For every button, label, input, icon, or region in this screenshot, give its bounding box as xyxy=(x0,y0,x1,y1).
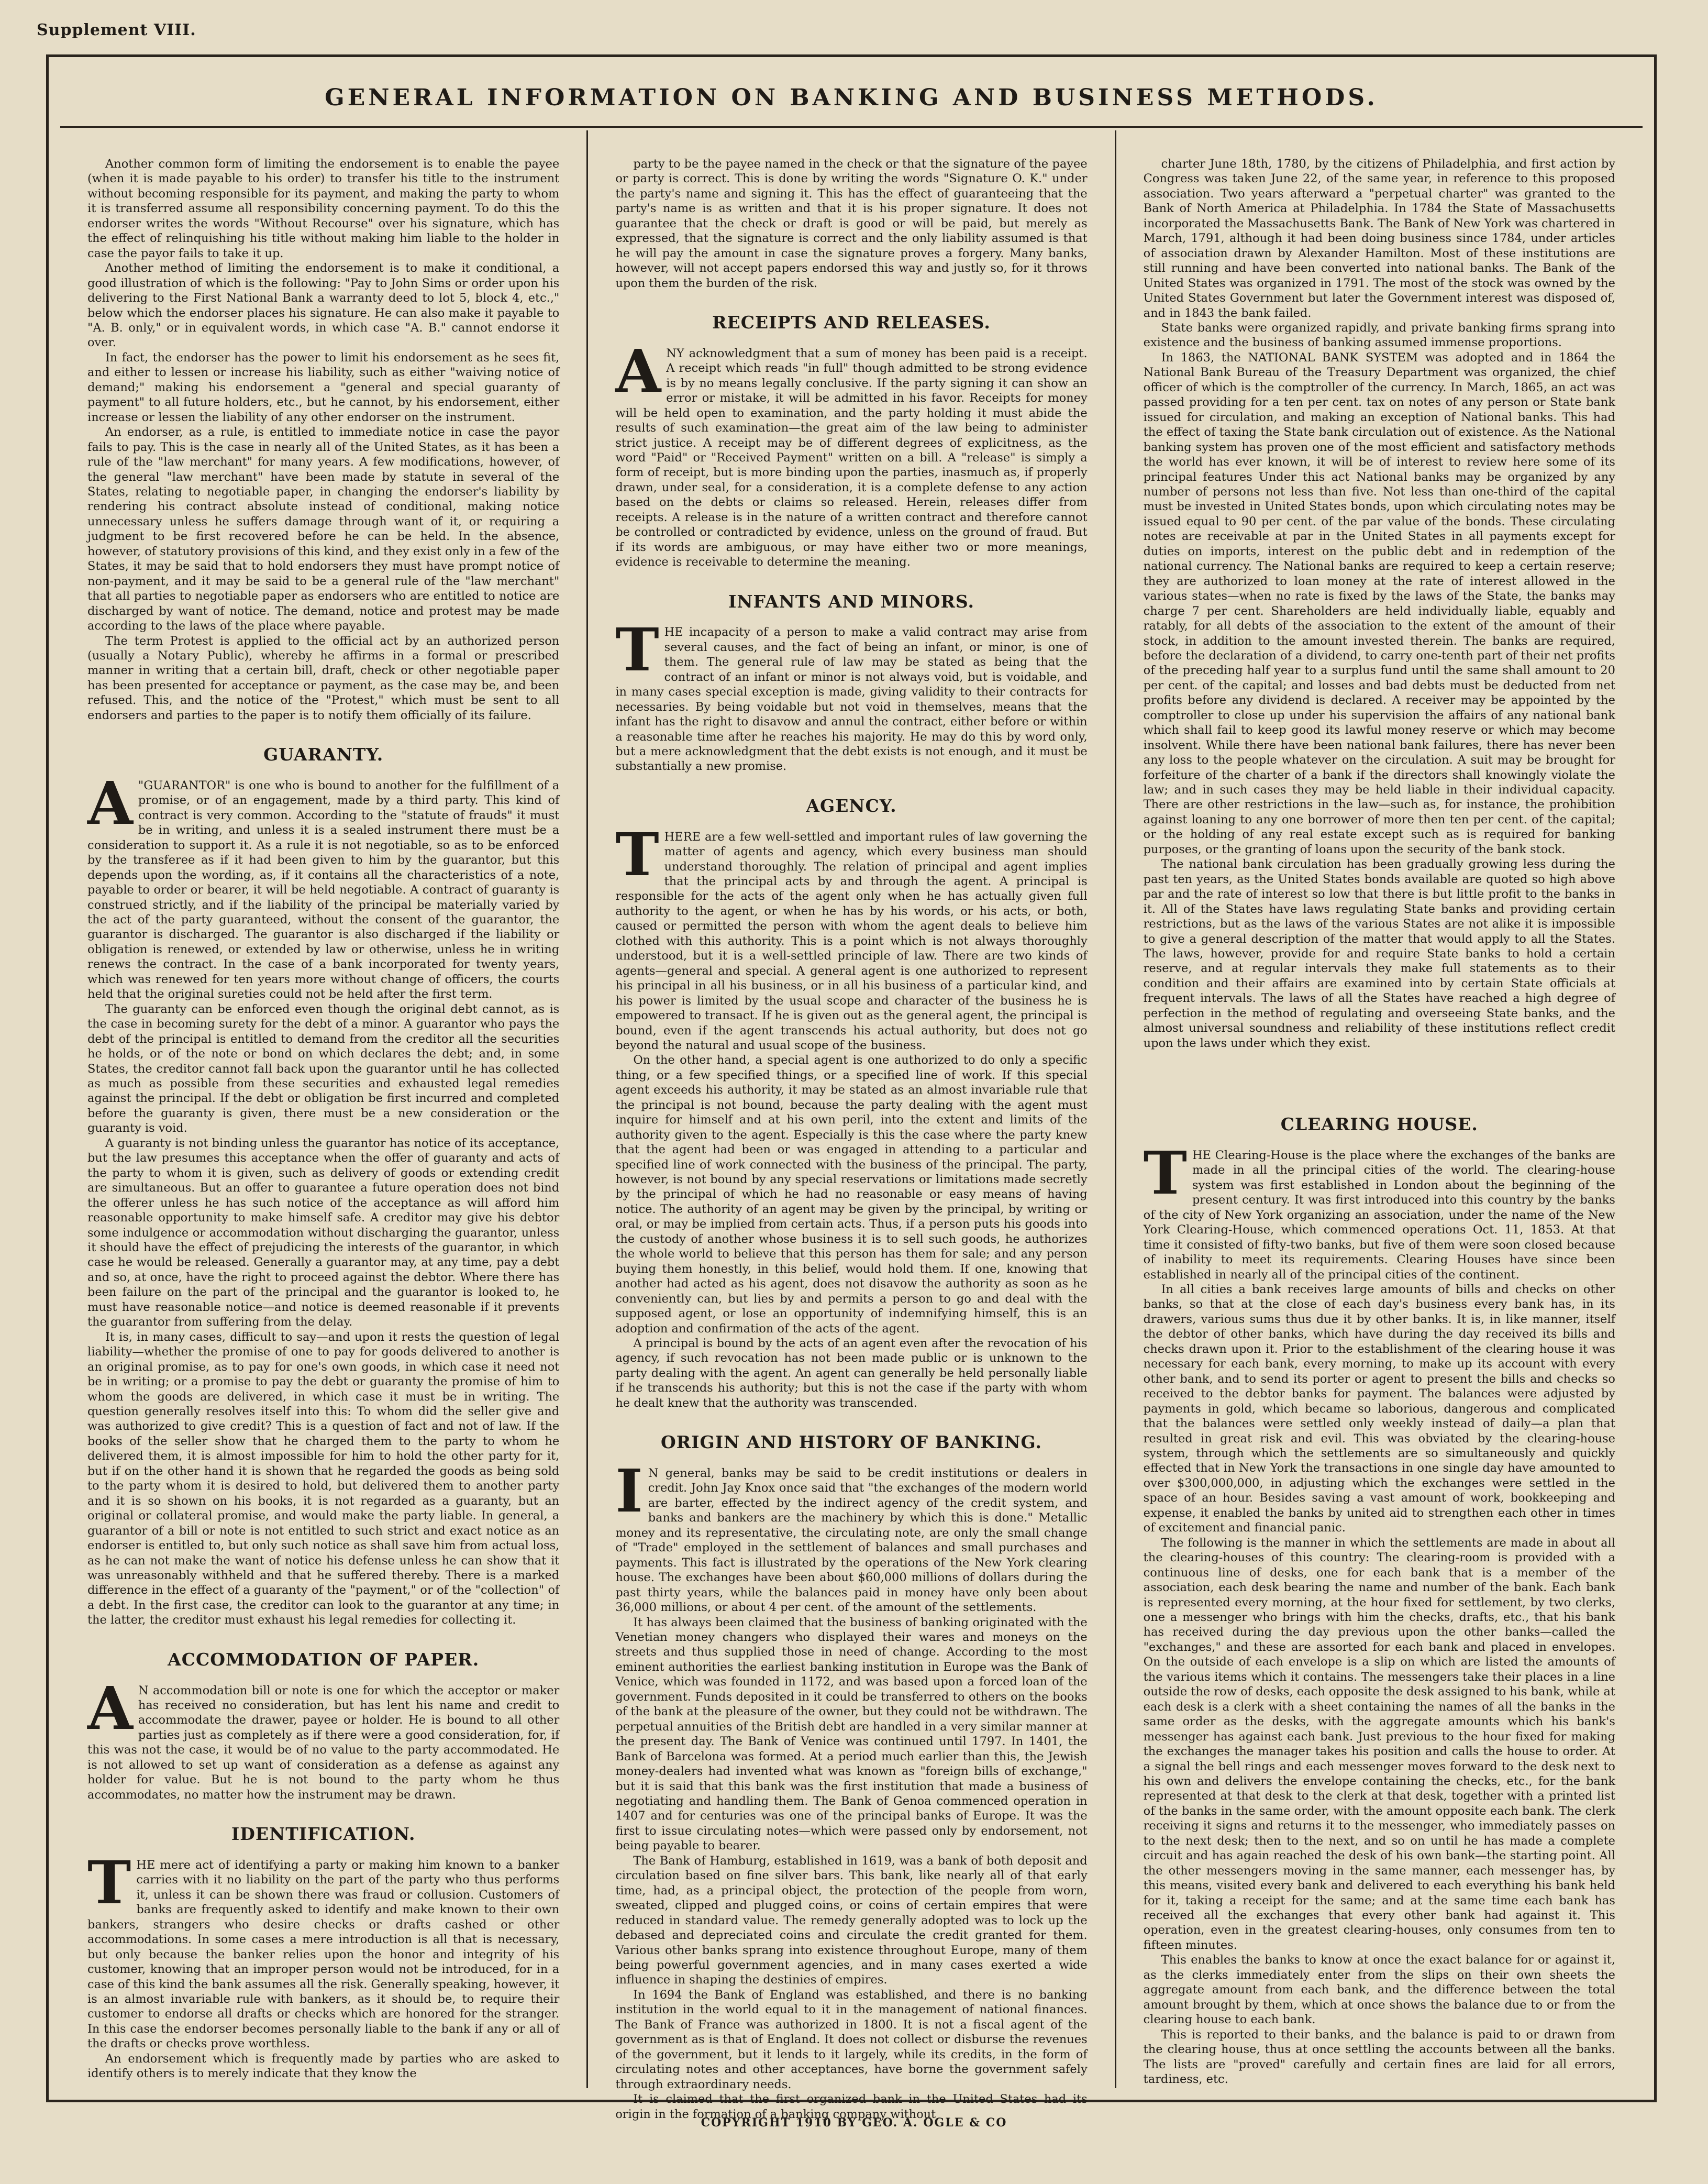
section-identification xyxy=(87,1848,560,2081)
paragraph: In 1863, the NATIONAL BANK SYSTEM was adopted and in 1864 the National Bank Bureau of the Treasury Department was organized, the chief officer of which is the comptroller of the currency. In March, 1865, an act was passed providing for a ten per cent. tax on notes of any person or State bank issued for circulation, and making an exception of National banks. This had the effect of taxing the State bank circulation out of existence. As the National banking system has proven one of the most efficient and satisfactory methods the world has ever known, it will be of interest to review here some of its principal features Under this act National banks may be organized by any number of persons not less than five. Not less than one-third of the capital must be invested in United States bonds, upon which circulating notes may be issued equal to 90 per cent. of the par value of the bonds. These circulating notes are receivable at par in the United States in all payments except for duties on imports, interest on the public debt and in redemption of the national currency. The National banks are required to keep a certain reserve; they are authorized to loan money at the rate of interest allowed in the various states—when no rate is fixed by the laws of the State, the banks may charge 7 per cent. Shareholders are held individually liable, equably and ratably, for all debts of the association to the extent of the amount of their stock, in addition to the amount invested therein. The banks are required, before the declaration of a dividend, to carry one-tenth part of their net profits of the preceding half year to a surplus fund until the same shall amount to 20 per cent. of the capital; and losses and bad debts must be deducted from net profits before any dividend is declared. A receiver may be appointed by the comptroller to close up under his supervision the affairs of any national bank which shall fail to keep good its lawful money reserve or which may become insolvent. While there have been national bank failures, there has never been any loss to the people whatever on the circulation. A suit may be brought for forfeiture of the charter of a bank if the directors shall knowingly violate the law; and in such cases they may be held liable in their individual capacity. There are other restrictions in the law—such as, for instance, the prohibition against loaning to any one borrower of more then ten per cent. of the capital; or the holding of any real estate except such as is required for banking purposes, or the granting of loans upon the security of the bank stock. xyxy=(1143,350,1615,856)
column-3 xyxy=(1115,130,1643,2088)
section-guaranty xyxy=(87,769,560,1628)
column-2 xyxy=(586,130,1114,2121)
paragraph: A guaranty is not binding unless the guarantor has notice of its acceptance, but the law presumes this acceptance when the offer of guaranty and acts of the party to whom it is given, such as delivery of goods or extending credit are simultaneous. But an offer to guarantee a future operation does not bind the offerer unless he has such notice of the acceptance as will afford him reasonable opportunity to make himself safe. A creditor may give his debtor some indulgence or accommodation without discharging the guarantor, unless it should have the effect of prejudicing the interests of the guarantor, in which case he would be released. Generally a guarantor may, at any time, pay a debt and so, at once, have the right to proceed against the debtor. Where there has been failure on the part of the principal and the guarantor is looked to, he must have reasonable notice—and notice is deemed reasonable if it prevents the guarantor from suffering from the delay. xyxy=(87,1136,560,1329)
section-origin xyxy=(615,1457,1088,2122)
title-band xyxy=(60,69,1643,128)
paragraph: THE Clearing-House is the place where the exchanges of the banks are made in all the principal cities of the world. The clearing-house system was first established in London about the beginning of the present century. It was first introduced into this country by the banks of the city of New York organizing an association, under the name of the New York Clearing-House, which commenced operations Oct. 11, 1853. At that time it consisted of fifty-two banks, but five of them were soon closed because of inability to meet its requirements. Clearing Houses have since been established in nearly all of the principal cities of the continent. xyxy=(1143,1139,1615,1282)
paragraph: Another method of limiting the endorsement is to make it conditional, a good illustration of which is the following: "Pay to John Sims or order upon his delivering to the First National Bank a warranty deed to lot 5, block 4, etc.," below which the endorser places his signature. He can also make it payable to "A. B. only," or in equivalent words, in which case "A. B." cannot endorse it over. xyxy=(87,261,560,350)
paragraph: ANY acknowledgment that a sum of money has been paid is a receipt. A receipt which reads "in full" though admitted to be strong evidence is by no means legally conclusive. If the party signing it can show an error or mistake, it will be admitted in his favor. Receipts for money will be held open to examination, and the party holding it must abide the results of such examination—the great aim of the law being to administer strict justice. A receipt may be of different degrees of explicitness, as the word "Paid" or "Received Payment" written on a bill. A "release" is simply a form of receipt, but is more binding upon the parties, inasmuch as, if properly drawn, under seal, for a consideration, it is a complete defense to any action based on the debts or claims so released. Herein, releases differ from receipts. A release is in the nature of a written contract and therefore cannot be controlled or contradicted by evidence, unless on the ground of fraud. But if its words are ambiguous, or may have either two or more meanings, evidence is receivable to determine the meaning. xyxy=(615,337,1088,569)
paragraph: In fact, the endorser has the power to limit his endorsement as he sees fit, and either to lessen or increase his liability, such as either "waiving notice of demand;" making his endorsement a "general and special guaranty of payment" to all future holders, etc., but he cannot, by his endorsement, either increase or lessen the liability of any other endorser on the instrument. xyxy=(87,350,560,424)
heading-identification: IDENTIFICATION. xyxy=(231,1824,416,1845)
heading-guaranty: GUARANTY. xyxy=(263,744,384,765)
paragraph: A principal is bound by the acts of an agent even after the revocation of his agency, if such revocation has not been made public or is unknown to the party dealing with the agent. An agent can generally be held personally liable if he transcends his authority; but this is not the case if the party with whom he dealt knew that the authority was transcended. xyxy=(615,1337,1088,1410)
paragraph: AN accommodation bill or note is one for which the acceptor or maker has received no consideration, but has lent his name and credit to accommodate the drawer, payee or holder. He is bound to all other parties just as completely as if there were a good consideration, for, if this was not the case, it would be of no value to the party accommodated. He is not allowed to set up want of consideration as a defense as against any holder for value. But he is not bound to the party whom he thus accommodates, no matter how the instrument may be drawn. xyxy=(87,1674,560,1802)
paragraph: It is claimed that the first organized bank in the United States had its origin in the formation of a banking company without xyxy=(615,2092,1088,2121)
column-1 xyxy=(60,130,586,2088)
columns xyxy=(60,130,1643,2121)
paragraph: This is reported to their banks, and the balance is paid to or drawn from the clearing house, thus at once settling the accounts between all the banks. The lists are "proved" carefully and certain fines are laid for all errors, tardiness, etc. xyxy=(1143,2027,1615,2087)
paragraph: The following is the manner in which the settlements are made in about all the clearing-houses of this country: The clearing-room is provided with a continuous line of desks, one for each bank that is a member of the association, each desk bearing the name and number of the bank. Each bank is represented every morning, at the hour fixed for settlement, by two clerks, one a messenger who brings with him the checks, drafts, etc., that his bank has received during the day previous upon the other banks—called the "exchanges," and these are assorted for each bank and placed in envelopes. On the outside of each envelope is a slip on which are listed the amounts of the various items which it contains. The messengers take their places in a line outside the row of desks, each opposite the desk assigned to his bank, while at each desk is a clerk with a sheet containing the names of all the banks in the same order as the desks, with the aggregate amounts which his bank's messenger has against each bank. Just previous to the hour fixed for making the exchanges the manager takes his position and calls the house to order. At a signal the bell rings and each messenger moves forward to the desk next to his own and delivers the envelope containing the checks, etc., for the bank represented at that desk to the clerk at that desk, together with a printed list of the banks in the same order, with the amount opposite each bank. The clerk receiving it signs and returns it to the messenger, who immediately passes on to the next desk; then to the next, and so on until he has made a complete circuit and has again reached the desk of his own bank—the starting point. All the other messengers moving in the same manner, each messenger has, by this means, visited every bank and delivered to each everything his bank held for it, taking a receipt for the same; and at the same time each bank has received all the exchanges that every other bank had against it. This operation, even in the greatest clearing-houses, only consumes from ten to fifteen minutes. xyxy=(1143,1536,1615,1952)
paragraph: A"GUARANTOR" is one who is bound to another for the fulfillment of a promise, or of an engagement, made by a third party. This kind of contract is very common. According to the "statute of frauds" it must be in writing, and unless it is a sealed instrument there must be a consideration to support it. As a rule it is not negotiable, so as to be enforced by the transferee as if it had been given to him by the guarantor, but this depends upon the wording, as, if it contains all the characteristics of a note, payable to order or bearer, it will be held negotiable. A contract of guaranty is construed strictly, and if the liability of the principal be materially varied by the act of the party guaranteed, without the consent of the guarantor, the guarantor is discharged. The guarantor is also discharged if the liability or obligation is renewed, or extended by law or otherwise, unless he in writing renews the contract. In the case of a bank incorporated for twenty years, which was renewed for ten years more without change of officers, the courts held that the original sureties could not be held after the first term. xyxy=(87,769,560,1001)
paragraph: An endorsement which is frequently made by parties who are asked to identify others is to merely indicate that they know the xyxy=(87,2051,560,2081)
paragraph: It has always been claimed that the business of banking originated with the Venetian money changers who displayed their wares and moneys on the streets and thus supplied those in need of change. According to the most eminent authorities the earliest banking institution in Europe was the Bank of Venice, which was founded in 1172, and was based upon a forced loan of the government. Funds deposited in it could be transferred to others on the books of the bank at the pleasure of the owner, but they could not be withdrawn. The perpetual annuities of the British debt are handled in a very similar manner at the present day. The Bank of Venice was continued until 1797. In 1401, the Bank of Barcelona was formed. At a period much earlier than this, the Jewish money-dealers had invented what was known as "foreign bills of exchange," but it is said that this bank was the first institution that made a business of negotiating and handling them. The Bank of Genoa commenced operation in 1407 and for centuries was one of the principal banks of Europe. It was the first to issue circulating notes—which were passed only by endorsement, not being payable to bearer. xyxy=(615,1615,1088,1853)
paragraph: In 1694 the Bank of England was established, and there is no banking institution in the world equal to it in the management of national finances. The Bank of France was authorized in 1800. It is not a fiscal agent of the government as is that of England. It does not collect or disburse the revenues of the government, but it lends to it largely, while its credits, in the form of circulating notes and other acceptances, have borne the government safely through extraordinary needs. xyxy=(615,1988,1088,2091)
section-clearing-house xyxy=(1143,1139,1615,2087)
paragraph: charter June 18th, 1780, by the citizens of Philadelphia, and first action by Congress was taken June 22, of the same year, in reference to this proposed association. Two years afterward a "perpetual charter" was granted to the Bank of North America at Philadelphia. In 1784 the State of Massachusetts incorporated the Massachusetts Bank. The Bank of New York was chartered in March, 1791, although it had been doing business since 1784, under articles of association drawn by Alexander Hamilton. Most of these institutions are still running and have been converted into national banks. The Bank of the United States was organized in 1791. The most of the stock was owned by the United States Government but later the Government interest was disposed of, and in 1843 the bank failed. xyxy=(1143,157,1615,320)
section-agency xyxy=(615,820,1088,1411)
heading-agency: AGENCY. xyxy=(806,795,897,816)
section-banking-history xyxy=(1144,157,1615,1051)
paragraph: Another common form of limiting the endorsement is to enable the payee (when it is made payable to his order) to transfer his title to the instrument without becoming responsible for its payment, and making the party to whom it is transferred assume all responsibility concerning payment. To do this the endorser writes the words "Without Recourse" over his signature, which has the effect of relinquishing his title without making him liable to the holder in case the payor fails to take it up. xyxy=(87,157,560,260)
page-title: GENERAL INFORMATION ON BANKING AND BUSINESS METHODS. xyxy=(325,84,1378,111)
paragraph: party to be the payee named in the check or that the signature of the payee or party is correct. This is done by writing the words "Signature O. K." under the party's name and signing it. This has the effect of guaranteeing that the party's name is as written and that it is his proper signature. It does not guarantee that the check or draft is good or will be paid, but merely as expressed, that the signature is correct and the only liability assumed is that he will pay the amount in case the signature proves a forgery. Many banks, however, will not accept papers endorsed this way and justly so, for it throws upon them the burden of the risk. xyxy=(615,157,1088,290)
paragraph: This enables the banks to know at once the exact balance for or against it, as the clerks immediately enter from the slips on their own sheets the aggregate amount from each bank, and the difference between the total amount brought by them, which at once shows the balance due to or from the clearing house to each bank. xyxy=(1143,1953,1615,2027)
paragraph: The Bank of Hamburg, established in 1619, was a bank of both deposit and circulation based on fine silver bars. This bank, like nearly all of that early time, had, as a principal object, the protection of the people from worn, sweated, clipped and plugged coins, or coins of certain empires that were reduced in standard value. The remedy generally adopted was to lock up the debased and depreciated coins and circulate the credit granted for them. Various other banks sprang into existence throughout Europe, many of them being powerful government agencies, and in many cases exerted a wide influence in shaping the destinies of empires. xyxy=(615,1854,1088,1987)
paragraph: IN general, banks may be said to be credit institutions or dealers in credit. John Jay Knox once said that "the exchanges of the modern world are barter, effected by the indirect agency of the credit system, and banks and bankers are the machinery by which this is done." Metallic money and its representative, the circulating note, are only the small change of "Trade" employed in the settlement of balances and small purchases and payments. This fact is illustrated by the operations of the New York clearing house. The exchanges have been about $60,000 millions of dollars during the past thirty years, while the balances paid in money have only been about 36,000 millions, or about 4 per cent. of the amount of the settlements. xyxy=(615,1457,1088,1615)
section-accommodation xyxy=(87,1674,560,1803)
heading-infants: INFANTS AND MINORS. xyxy=(728,591,975,612)
page-frame xyxy=(46,54,1657,2121)
supplement-label: Supplement VIII. xyxy=(37,21,196,39)
paragraph: The term Protest is applied to the official act by an authorized person (usually a Notary Public), whereby he affirms in a formal or prescribed manner in writing that a certain bill, draft, check or other negotiable paper has been presented for acceptance or payment, as the case may be, and been refused. This, and the notice of the "Protest," which must be sent to all endorsers and parties to the paper is to notify them officially of its failure. xyxy=(87,634,560,722)
paragraph: The national bank circulation has been gradually growing less during the past ten years, as the United States bonds available are quoted so high above par and the rate of interest so low that there is but little profit to the banks in it. All of the States have laws regulating State banks and providing certain restrictions, but as the laws of the various States are not alike it is impossible to give a general description of the matter that would apply to all the States. The laws, however, provide for and require State banks to hold a certain reserve, and at regular intervals they make full statements as to their condition and their affairs are examined into by certain State officials at frequent intervals. The laws of all the States have reached a high degree of perfection in the method of regulating and overseeing State banks, and the almost universal soundness and reliability of these institutions reflect credit upon the laws under which they exist. xyxy=(1143,857,1615,1050)
heading-receipts: RECEIPTS AND RELEASES. xyxy=(712,312,991,333)
copyright: COPYRIGHT 1910 BY GEO. A. OGLE & CO xyxy=(701,2116,1007,2130)
section-receipts xyxy=(615,337,1088,570)
section-infants xyxy=(615,616,1088,774)
paragraph: On the other hand, a special agent is one authorized to do only a specific thing, or a few specified things, or a specified line of work. If this special agent exceeds his authority, it may be stated as an almost invariable rule that the principal is not bound, because the party dealing with the agent must inquire for himself and at his own peril, into the extent and limits of the authority given to the agent. Especially is this the case where the party knew that the agent had been or was engaged in attending to a particular and specified line of work connected with the business of the principal. The party, however, is not bound by any special reservations or limitations made secretly by the principal of which he had no reasonable or easy means of having notice. The authority of an agent may be given by the principal, by writing or oral, or may be implied from certain acts. Thus, if a person puts his goods into the custody of another whose business it is to sell such goods, he authorizes the whole world to believe that this person has them for sale; and any person buying them honestly, in this belief, would hold them. If one, knowing that another had acted as his agent, does not disavow the authority as soon as he conveniently can, but lies by and permits a person to go and deal with the supposed agent, or lose an opportunity of indemnifying himself, this is an adoption and confirmation of the acts of the agent. xyxy=(615,1053,1088,1336)
heading-origin: ORIGIN AND HISTORY OF BANKING. xyxy=(660,1432,1042,1453)
paragraph: It is, in many cases, difficult to say—and upon it rests the question of legal liability—whether the promise of one to pay for goods delivered to another is an original promise, as to pay for one's own goods, in which case it need not be in writing; or a promise to pay the debt or guaranty the promise of him to whom the goods are delivered, in which case it must be in writing. The question generally resolves itself into this: To whom did the seller give and was authorized to give credit? This is a question of fact and not of law. If the books of the seller show that he charged them to the party to whom he delivered them, it is almost impossible for him to hold the other party for it, but if on the other hand it is shown that he regarded the goods as being sold to the party whom it is desired to hold, but delivered them to another party and it is so shown on his books, it is not regarded as a guaranty, but an original or collateral promise, and would make the party liable. In general, a guarantor of a bill or note is not entitled to such strict and exact notice as an endorser is entitled to, but only such notice as shall save him from actual loss, as he can not make the want of notice his defense unless he can show that it was unreasonably withheld and that he suffered thereby. There is a marked difference in the effect of a guaranty of the "payment," or of the "collection" of a debt. In the first case, the creditor can look to the guarantor at any time; in the latter, the creditor must exhaust his legal remedies for collecting it. xyxy=(87,1330,560,1627)
paragraph: THERE are a few well-settled and important rules of law governing the matter of agents and agency, which every business man should understand thoroughly. The relation of principal and agent implies that the principal acts by and through the agent. A principal is responsible for the acts of the agent only when he has actually given full authority to the agent, or when he has by his words, or his acts, or both, caused or permitted the person with whom the agent deals to believe him clothed with this authority. This is a point which is not always thoroughly understood, but it is a well-settled principle of law. There are two kinds of agents—general and special. A general agent is one authorized to represent his principal in all his business, or in all his business of a particular kind, and his power is limited by the usual scope and character of the business he is empowered to transact. If he is given out as the general agent, the principal is bound, even if the agent transcends his actual authority, but does not go beyond the natural and usual scope of the business. xyxy=(615,820,1088,1052)
paragraph: An endorser, as a rule, is entitled to immediate notice in case the payor fails to pay. This is the case in nearly all of the United States, as it has been a rule of the "law merchant" for many years. A few modifications, however, of the general "law merchant" have been made by statute in several of the States, relating to negotiable paper, in changing the endorser's liability by rendering his contract absolute instead of conditional, making notice unnecessary unless he suffers damage through want of it, or requiring a judgment to be first recovered before he can be held. In the absence, however, of statutory provisions of this kind, and they exist only in a few of the States, it may be said that to hold endorsers they must have prompt notice of non-payment, and it may be said to be a general rule of the "law merchant" that all parties to negotiable paper as endorsers who are entitled to notice are discharged by want of notice. The demand, notice and protest may be made according to the laws of the place where payable. xyxy=(87,425,560,633)
paragraph: In all cities a bank receives large amounts of bills and checks on other banks, so that at the close of each day's business every bank has, in its drawers, various sums thus due it by other banks. It is, in like manner, itself the debtor of other banks, which have during the day received its bills and checks drawn upon it. Prior to the establishment of the clearing house it was necessary for each bank, every morning, to make up its account with every other bank, and to send its porter or agent to present the bills and checks so received to the debtor banks for payment. The balances were adjusted by payments in gold, which became so laborious, dangerous and complicated that the balances were settled only weekly instead of daily—a plan that resulted in great risk and evil. This was obviated by the clearing-house system, through which the settlements are so simultaneously and quickly effected that in New York the transactions in one single day have amounted to over $300,000,000, in adjusting which the exchanges were settled in the space of an hour. Besides saving a vast amount of work, bookkeeping and expense, it enabled the banks by united aid to strengthen each other in times of excitement and financial panic. xyxy=(1143,1283,1615,1535)
heading-accommodation: ACCOMMODATION OF PAPER. xyxy=(168,1649,480,1670)
section-endorsement xyxy=(87,157,559,723)
paragraph: The guaranty can be enforced even though the original debt cannot, as is the case in becoming surety for the debt of a minor. A guarantor who pays the debt of the principal is entitled to demand from the creditor all the securities he holds, or of the note or bond on which declares the debt; and, in some States, the creditor cannot fall back upon the guarantor until he has collected as much as possible from these securities and exhausted legal remedies against the principal. If the debt or obligation be first incurred and completed before the guaranty is given, there must be a new consideration or the guaranty is void. xyxy=(87,1002,560,1135)
paragraph: THE mere act of identifying a party or making him known to a banker carries with it no liability on the part of the party who thus performs it, unless it can be shown there was fraud or collusion. Customers of banks are frequently asked to identify and make known to their own bankers, strangers who desire checks or drafts cashed or other accommodations. In some cases a mere introduction is all that is necessary, but only because the banker relies upon the honor and integrity of his customer, knowing that an improper person would not be introduced, for in a case of this kind the bank assumes all the risk. Generally speaking, however, it is an almost invariable rule with bankers, as it should be, to require their customer to endorse all drafts or checks which are honored for the stranger. In this case the endorser becomes personally liable to the bank if any or all of the drafts or checks prove worthless. xyxy=(87,1848,560,2051)
heading-clearing-house: CLEARING HOUSE. xyxy=(1280,1114,1478,1135)
section-signature xyxy=(615,157,1087,291)
paragraph: State banks were organized rapidly, and private banking firms sprang into existence and the business of banking assumed immense proportions. xyxy=(1143,321,1615,350)
paragraph: THE incapacity of a person to make a valid contract may arise from several causes, and the fact of being an infant, or minor, is one of them. The general rule of law may be stated as being that the contract of an infant or minor is not always void, but is voidable, and in many cases special exception is made, giving validity to their contracts for necessaries. By being voidable but not void in themselves, means that the infant has the right to disavow and annul the contract, either before or within a reasonable time after he reaches his majority. He may do this by word only, but a mere acknowledgment that the debt exists is not enough, and it must be substantially a new promise. xyxy=(615,616,1088,774)
